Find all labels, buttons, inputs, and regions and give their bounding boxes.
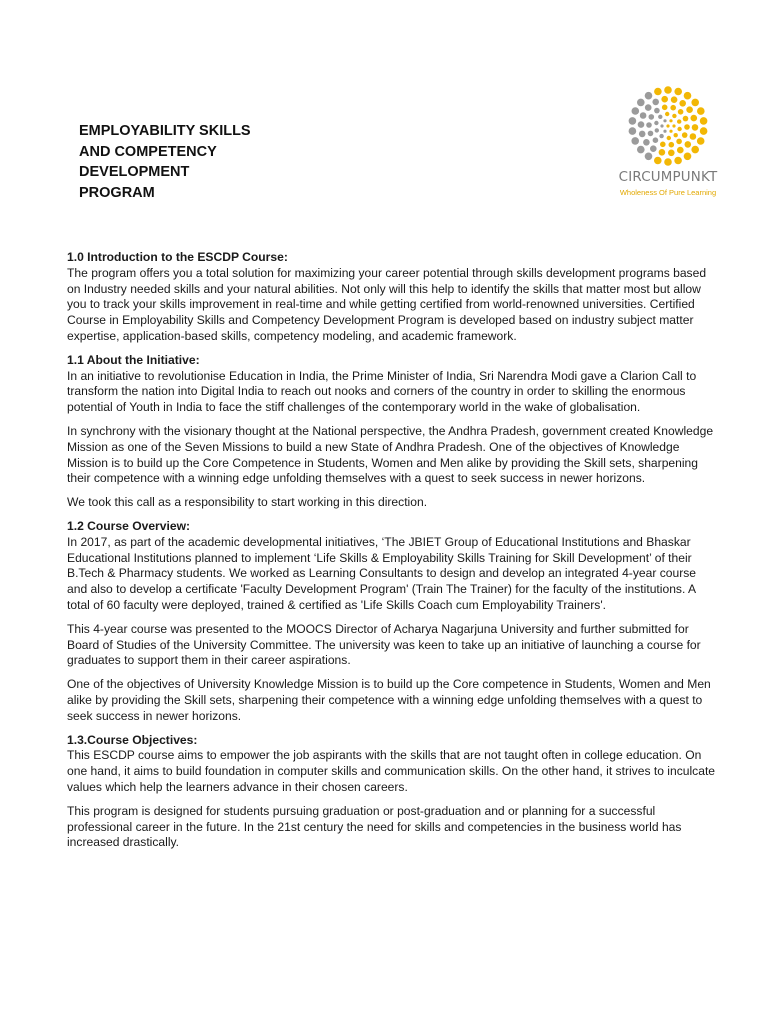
paragraph: One of the objectives of University Knowledge Mission is to build up the Core competence in Students, Women and Men alike by providing the Skill sets, sharpening their competence with a winning edge unfolding themselves with a quest to seek success in newer horizons. (67, 677, 711, 723)
logo-dot (679, 100, 686, 107)
logo-dot (658, 115, 662, 119)
logo-dot (638, 121, 645, 128)
logo-dot (686, 106, 693, 113)
paragraph: In 2017, as part of the academic developmental initiatives, ‘The JBIET Group of Educational Institutions and Bhaskar Educational Institutions planned to implement ‘Life Skills & Employability Skills Training for Skill Development’ of their B.Tech & Pharmacy students. We worked as Learning Consultants to design and develop an integrated 4-year course and also to develop a certificate 'Faculty Development Program' (Train The Trainer) for the faculty of the institutions. A total of 60 faculty were deployed, trained & certified as 'Life Skills Coach cum Employability Trainers'. (67, 534, 697, 612)
title-line: EMPLOYABILITY SKILLS (79, 123, 251, 139)
circumpunkt-logo (618, 84, 718, 204)
logo-dot (682, 132, 688, 138)
logo-dot (691, 115, 698, 122)
section-introduction (67, 250, 717, 345)
title-line: DEVELOPMENT (79, 164, 190, 180)
logo-dot (674, 133, 678, 137)
logo-dot (655, 128, 659, 132)
section-heading: 1.1 About the Initiative: (67, 352, 200, 367)
title-line: PROGRAM (79, 184, 155, 201)
paragraph: In an initiative to revolutionise Education in India, the Prime Minister of India, Sri Narendra Modi gave a Clarion Call to transform the nation into Digital India to reach out nooks and corners of the country in order to skilling the enormous potential of Youth in India to face the stiff challenges of the contemporary world in the wake of globalisation. (67, 368, 697, 415)
document-title (79, 121, 339, 203)
logo-dot (671, 96, 678, 103)
paragraph: The program offers you a total solution for maximizing your career potential through skills development programs based on Industry needed skills and your natural abilities. Not only will this help to identify the skills that matter most but allow you to track your skills improvement in real-time and while getting certified from world-renowned universities. Certified Course in Employability Skills and Competency Development Program is developed based on industry subject matter expertise, application-based skills, competency modeling, and academic framework. (67, 265, 707, 343)
section-course-overview (67, 519, 717, 725)
logo-dot (664, 158, 672, 166)
logo-dot (700, 127, 708, 135)
logo-dot (639, 131, 646, 138)
logo-dot (667, 136, 671, 140)
logo-dot (654, 88, 662, 96)
logo-dot (659, 149, 666, 156)
logo-dot (674, 157, 682, 165)
logo-dot (663, 119, 666, 122)
logo-dot (677, 119, 681, 123)
paragraph: In synchrony with the visionary thought at the National perspective, the Andhra Pradesh, government created Knowledge Mission as one of the Seven Missions to build a new State of Andhra Pradesh. One of the objectives of Knowledge Mission is to build up the Core Competence in Students, Women and Men alike by providing the Skill sets, sharpening their competence with a winning edge unfolding themselves with a quest to seek success in newer horizons. (67, 423, 714, 486)
paragraph: This 4-year course was presented to the MOOCS Director of Acharya Nagarjuna University and further submitted for Board of Studies of the University Committee. The university was keen to take up an initiative of launching a course for graduates to support them in their career aspirations. (67, 621, 701, 668)
logo-dot (685, 141, 692, 148)
logo-dot (648, 131, 654, 137)
logo-dot (643, 139, 650, 146)
logo-dot (663, 130, 666, 133)
logo-dot (652, 99, 659, 106)
section-heading: 1.2 Course Overview: (67, 518, 191, 533)
section-about-initiative (67, 353, 717, 511)
logo-dot (665, 112, 669, 116)
logo-name: CIRCUMPUNKT (618, 170, 718, 185)
logo-dot (649, 114, 655, 120)
logo-dot (684, 153, 692, 161)
logo-dot (629, 117, 637, 125)
section-heading: 1.3.Course Objectives: (67, 732, 198, 747)
logo-dot (660, 124, 663, 127)
logo-dot (683, 116, 689, 122)
paragraph: This program is designed for students pursuing graduation or post-graduation and or planning for a successful professional career in the future. In the 21st century the need for skills and competencies in the business world has increased drastically. (67, 803, 682, 850)
logo-dot (672, 114, 676, 118)
logo-dot (697, 107, 705, 115)
logo-dot (645, 104, 652, 111)
paragraph: This ESCDP course aims to empower the job aspirants with the skills that are not taught often in college education. On one hand, it aims to build foundation in computer skills and communication skills. On the other hand, it strives to inculcate values which help the learners advance in their chosen careers. (67, 748, 716, 794)
logo-dot (690, 133, 697, 140)
logo-dot (654, 108, 660, 114)
logo-dot (669, 142, 675, 148)
section-heading: 1.0 Introduction to the ESCDP Course: (67, 250, 288, 264)
logo-dot (677, 147, 684, 154)
logo-dot (692, 124, 699, 131)
logo-dot (670, 105, 676, 111)
logo-dot (637, 99, 645, 107)
logo-tagline: Wholeness Of Pure Learning (619, 188, 717, 197)
logo-dot (653, 137, 659, 143)
logo-dot (672, 124, 675, 127)
logo-dot (632, 107, 640, 115)
logo-dot (677, 127, 681, 131)
logo-dot (674, 88, 682, 96)
logo-dot (668, 150, 675, 157)
logo-dot (669, 119, 672, 122)
logo-dot (691, 146, 699, 154)
logo-dot (645, 92, 653, 100)
logo-dot (691, 99, 699, 107)
logo-dot (637, 146, 645, 154)
logo-dot (669, 130, 672, 133)
logo-dot (700, 117, 708, 125)
logo-dot (664, 86, 672, 94)
logo-dot (629, 127, 637, 135)
logo-dot (684, 92, 692, 100)
logo-dot (697, 137, 705, 145)
logo-dot (661, 96, 668, 103)
logo-dot (631, 137, 639, 145)
paragraph: We took this call as a responsibility to start working in this direction. (67, 495, 428, 510)
logo-dot (678, 109, 684, 115)
dot-sunburst-icon (621, 84, 715, 170)
logo-dot (659, 134, 663, 138)
logo-dot (650, 145, 657, 152)
section-course-objectives (67, 733, 717, 852)
logo-dot (645, 153, 653, 161)
document-body (67, 250, 717, 859)
logo-dot (654, 121, 658, 125)
title-line: AND COMPETENCY (79, 143, 217, 160)
logo-center-dot (666, 124, 669, 127)
logo-dot (662, 105, 668, 111)
logo-dot (640, 112, 647, 119)
logo-dot (646, 122, 652, 128)
logo-dot (660, 142, 666, 148)
logo-dot (676, 139, 682, 145)
logo-dot (684, 124, 690, 130)
logo-dot (654, 157, 662, 165)
